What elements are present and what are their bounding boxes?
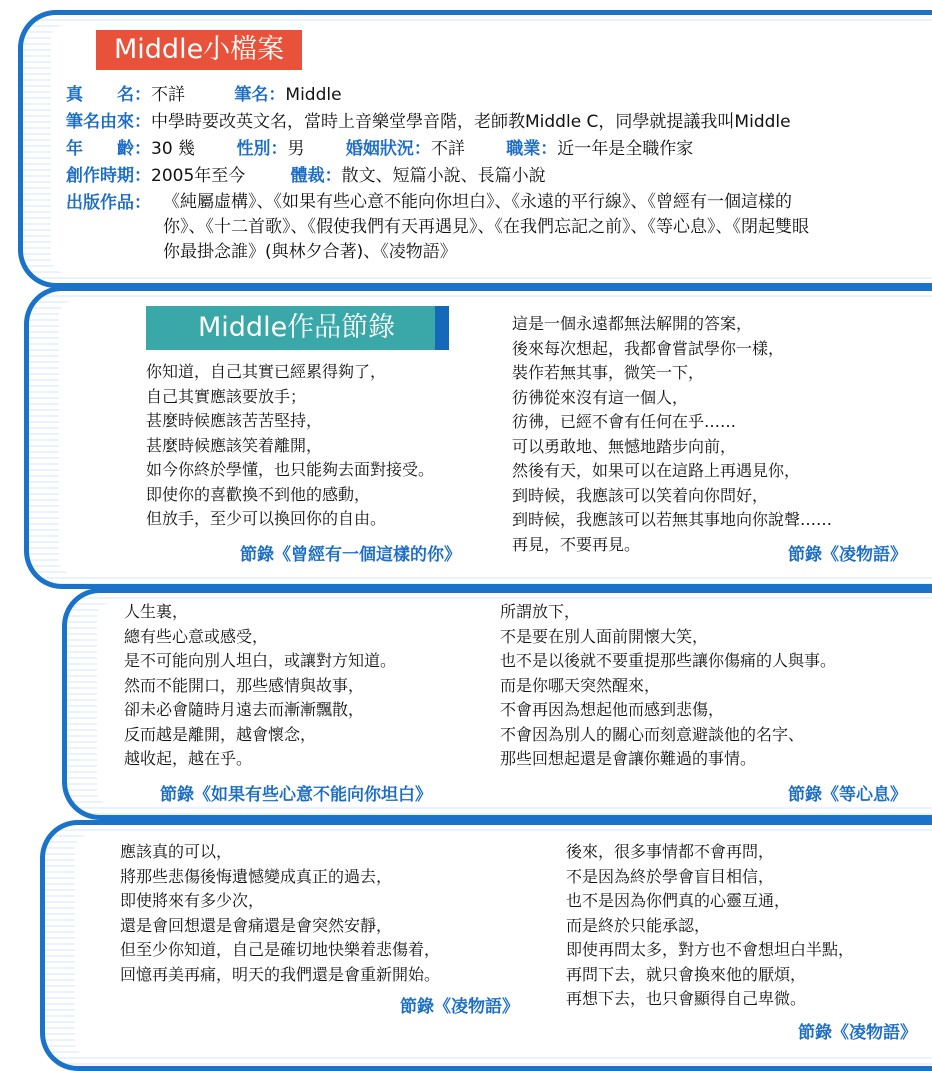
poem-line: 到時候，我應該可以笑着向你問好， xyxy=(512,485,769,505)
origin-value: 中學時要改英文名，當時上音樂堂學音階，老師教Middle C，同學就提議我叫Middle xyxy=(151,112,791,132)
poem-line: 你知道，自己其實已經累得夠了， xyxy=(146,362,387,381)
age-label: 年 齡： xyxy=(66,139,151,159)
genre-label: 體裁： xyxy=(290,166,342,186)
poem-line: 這是一個永遠都無法解開的答案， xyxy=(512,314,753,333)
poem-line: 那些回想起還是會讓你難過的事情。 xyxy=(500,749,757,768)
poem-line: 是不可能向別人坦白，或讓對方知道。 xyxy=(124,651,397,670)
poem-line: 將那些悲傷後悔遺憾變成真正的過去， xyxy=(120,866,393,886)
poem-line: 裝作若無其事，微笑一下， xyxy=(512,363,705,382)
poem-line: 到時候，我應該可以若無其事地向你說聲…… xyxy=(512,510,833,529)
profile-row-period xyxy=(66,163,546,190)
poem-line: 反而越是離開，越會懷念， xyxy=(124,724,317,744)
excerpt-1-source: 節錄《曾經有一個這樣的你》 xyxy=(240,545,461,565)
excerpt-5-source: 節錄《凌物語》 xyxy=(400,997,519,1017)
real-name-label: 真 名： xyxy=(66,85,151,105)
profile-row-pubs xyxy=(66,190,151,217)
poem-line: 即使再問太多，對方也不會想坦白半點， xyxy=(566,940,855,959)
poem-line: 也不是以後就不要重提那些讓你傷痛的人與事。 xyxy=(500,651,837,670)
poem-line: 應該真的可以， xyxy=(120,842,233,861)
poem-line: 彷彿從來沒有這一個人， xyxy=(512,387,689,407)
genre-value: 散文、短篇小說、長篇小說 xyxy=(341,166,546,186)
poem-line: 不是要在別人面前開懷大笑， xyxy=(500,626,709,646)
marital-value: 不詳 xyxy=(430,139,465,159)
excerpt-2-source: 節錄《凌物語》 xyxy=(788,545,907,565)
poem-line: 而是你哪天突然醒來， xyxy=(500,675,661,695)
poem-line: 可以勇敢地、無憾地踏步向前， xyxy=(512,436,737,456)
poem-line: 卻未必會隨時月遠去而漸漸飄散， xyxy=(124,700,365,719)
excerpt-4-text xyxy=(500,600,836,772)
poem-line: 再問下去，就只會換來他的厭煩， xyxy=(566,964,807,984)
publications-line: 你最掛念誰》(與林夕合著)、《凌物語》 xyxy=(163,242,457,262)
poem-line: 所謂放下， xyxy=(500,602,581,621)
poem-line: 然後有天，如果可以在這路上再遇見你， xyxy=(512,461,801,480)
age-value: 30 幾 xyxy=(151,139,196,159)
excerpt-1-text xyxy=(146,360,434,532)
poem-line: 後來，很多事情都不會再問， xyxy=(566,842,775,861)
gender-value: 男 xyxy=(287,139,305,159)
poem-line: 即使你的喜歡換不到他的感動， xyxy=(146,484,371,504)
period-value: 2005年至今 xyxy=(151,166,246,186)
poem-line: 甚麼時候應該苦苦堅持， xyxy=(146,411,323,430)
pen-name-value: Middle xyxy=(285,85,342,105)
poem-line: 甚麼時候應該笑着離開， xyxy=(146,435,323,455)
gender-label: 性別： xyxy=(236,139,288,159)
poem-line: 而是終於只能承認， xyxy=(566,915,711,935)
pen-name-label: 筆名： xyxy=(234,85,286,105)
excerpt-3-text xyxy=(124,600,396,772)
profile-title-tag: Middle小檔案 xyxy=(96,30,302,70)
excerpt-5-text xyxy=(120,840,440,987)
poem-line: 自己其實應該要放手； xyxy=(146,386,307,406)
excerpts-title-tag: Middle作品節錄 xyxy=(146,306,449,350)
poem-line: 但至少你知道，自己是確切地快樂着悲傷着， xyxy=(120,940,441,959)
profile-row-age xyxy=(66,136,693,163)
poem-line: 後來每次想起，我都會嘗試學你一樣， xyxy=(512,338,785,358)
pubs-label: 出版作品： xyxy=(66,193,151,213)
poem-line: 不是因為終於學會盲目相信， xyxy=(566,866,775,886)
poem-line: 再想下去，也只會顯得自己卑微。 xyxy=(566,989,807,1008)
excerpt-6-text xyxy=(566,840,854,1012)
poem-line: 回憶再美再痛，明天的我們還是會重新開始。 xyxy=(120,964,441,984)
poem-line: 不會再因為想起他而感到悲傷， xyxy=(500,700,725,719)
poem-line: 但放手，至少可以換回你的自由。 xyxy=(146,509,387,528)
publications-list xyxy=(163,190,913,265)
publications-line: 《純屬虛構》、《如果有些心意不能向你坦白》、《永遠的平行線》、《曾經有一個這樣的 xyxy=(163,192,792,212)
poem-line: 越收起，越在乎。 xyxy=(124,749,253,768)
poem-line: 如今你終於學懂，也只能夠去面對接受。 xyxy=(146,460,435,479)
real-name-value: 不詳 xyxy=(151,85,185,105)
poem-line: 還是會回想還是會痛還是會突然安靜， xyxy=(120,915,393,935)
publications-line: 你》、《十二首歌》、《假使我們有天再遇見》、《在我們忘記之前》、《等心息》、《閉起雙眼 xyxy=(163,217,809,237)
poem-line: 即使將來有多少次， xyxy=(120,891,265,910)
job-label: 職業： xyxy=(506,139,558,159)
excerpt-4-source: 節錄《等心息》 xyxy=(788,785,907,805)
poem-line: 再見，不要再見。 xyxy=(512,534,641,554)
poem-line: 然而不能開口，那些感情與故事， xyxy=(124,675,365,695)
excerpt-3-source: 節錄《如果有些心意不能向你坦白》 xyxy=(160,785,432,805)
profile-row-origin xyxy=(66,109,791,136)
marital-label: 婚姻狀況： xyxy=(345,139,431,159)
period-label: 創作時期： xyxy=(66,166,151,186)
poem-line: 人生裏， xyxy=(124,602,189,621)
excerpt-2-text xyxy=(512,312,832,557)
profile-row-names xyxy=(66,82,342,109)
excerpt-6-source: 節錄《凌物語》 xyxy=(798,1023,917,1043)
poem-line: 不會因為別人的關心而刻意避談他的名字、 xyxy=(500,724,805,744)
poem-line: 彷彿，已經不會有任何在乎…… xyxy=(512,412,737,431)
origin-label: 筆名由來： xyxy=(66,112,151,132)
poem-line: 總有些心意或感受， xyxy=(124,626,269,646)
poem-line: 也不是因為你們真的心靈互通， xyxy=(566,891,791,910)
job-value: 近一年是全職作家 xyxy=(557,139,694,159)
